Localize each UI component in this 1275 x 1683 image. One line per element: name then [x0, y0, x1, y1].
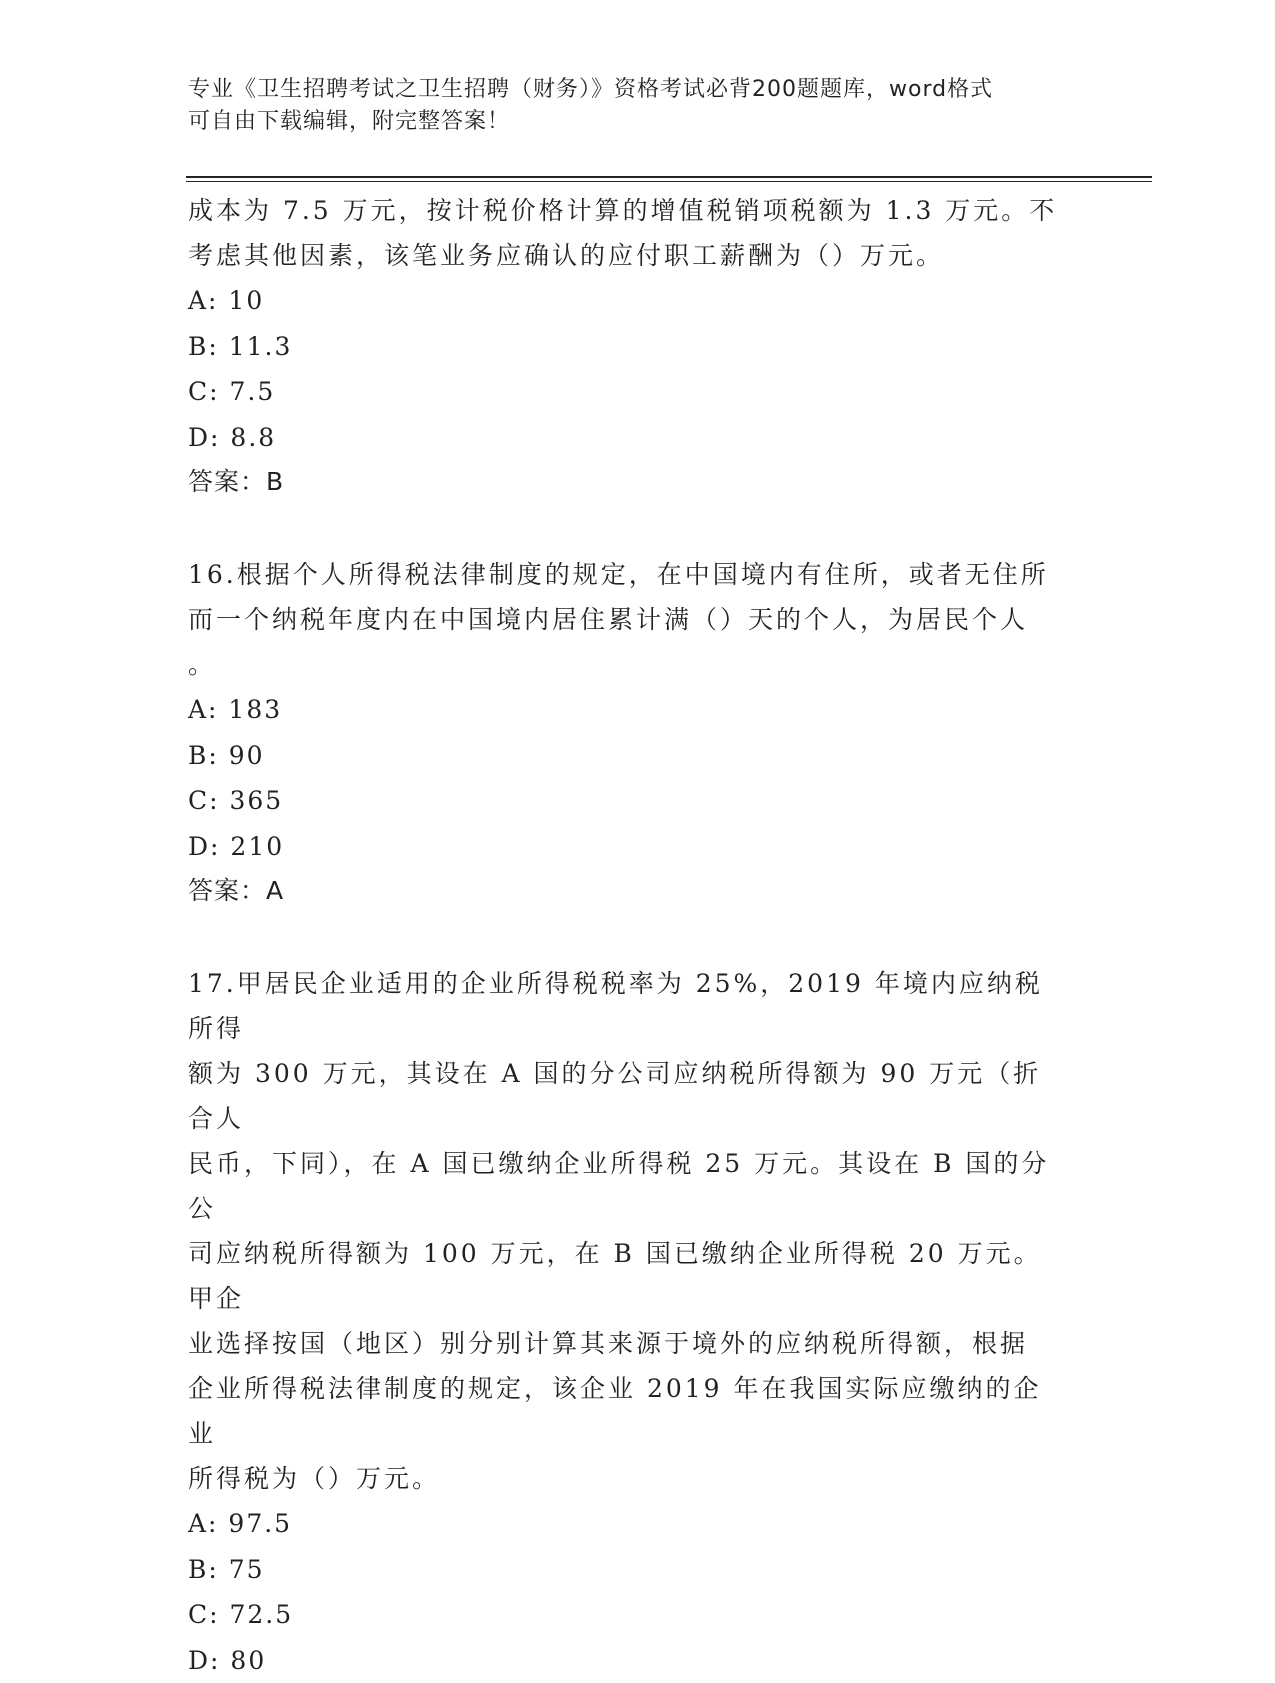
- question-15-option-d: D: 8.8: [188, 415, 1068, 461]
- question-15-answer: 答案：B: [188, 460, 1068, 504]
- header-rule-thin: [186, 181, 1152, 182]
- question-17-option-c: C: 72.5: [188, 1592, 1068, 1638]
- question-15-option-a: A: 10: [188, 278, 1068, 324]
- question-17-line-2: 额为 300 万元，其设在 A 国的分公司应纳税所得额为 90 万元（折合人: [188, 1051, 1068, 1141]
- question-16-option-d: D: 210: [188, 824, 1068, 870]
- question-16-option-c: C: 365: [188, 778, 1068, 824]
- question-17-line-6: 企业所得税法律制度的规定，该企业 2019 年在我国实际应缴纳的企业: [188, 1366, 1068, 1456]
- question-16-line-2: 而一个纳税年度内在中国境内居住累计满（）天的个人，为居民个人: [188, 597, 1068, 642]
- question-17-line-5: 业选择按国（地区）别分别计算其来源于境外的应纳税所得额，根据: [188, 1321, 1068, 1366]
- question-16-line-3: 。: [188, 642, 1068, 687]
- question-17-line-4: 司应纳税所得额为 100 万元，在 B 国已缴纳企业所得税 20 万元。甲企: [188, 1231, 1068, 1321]
- question-17-option-b: B: 75: [188, 1547, 1068, 1593]
- question-16-answer: 答案：A: [188, 869, 1068, 913]
- header-line-1: 专业《卫生招聘考试之卫生招聘（财务）》资格考试必背200题题库，word格式: [188, 74, 1068, 106]
- question-16-line-1: 16.根据个人所得税法律制度的规定，在中国境内有住所，或者无住所: [188, 552, 1068, 597]
- question-17-option-a: A: 97.5: [188, 1501, 1068, 1547]
- header-line-2: 可自由下载编辑，附完整答案！: [188, 106, 1068, 138]
- question-15-option-b: B: 11.3: [188, 324, 1068, 370]
- question-15-option-c: C: 7.5: [188, 369, 1068, 415]
- header-rule-thick: [186, 176, 1152, 178]
- question-15-line-2: 考虑其他因素，该笔业务应确认的应付职工薪酬为（）万元。: [188, 233, 1068, 278]
- question-16: [188, 552, 1068, 913]
- question-17: [188, 961, 1068, 1683]
- question-17-line-3: 民币，下同），在 A 国已缴纳企业所得税 25 万元。其设在 B 国的分公: [188, 1141, 1068, 1231]
- question-15: [188, 188, 1068, 504]
- question-16-option-b: B: 90: [188, 733, 1068, 779]
- document-header: [188, 74, 1068, 138]
- question-17-option-d: D: 80: [188, 1638, 1068, 1683]
- question-15-line-1: 成本为 7.5 万元，按计税价格计算的增值税销项税额为 1.3 万元。不: [188, 188, 1068, 233]
- question-16-option-a: A: 183: [188, 687, 1068, 733]
- question-17-line-1: 17.甲居民企业适用的企业所得税税率为 25%，2019 年境内应纳税所得: [188, 961, 1068, 1051]
- question-17-line-7: 所得税为（）万元。: [188, 1456, 1068, 1501]
- document-body: [188, 188, 1068, 1683]
